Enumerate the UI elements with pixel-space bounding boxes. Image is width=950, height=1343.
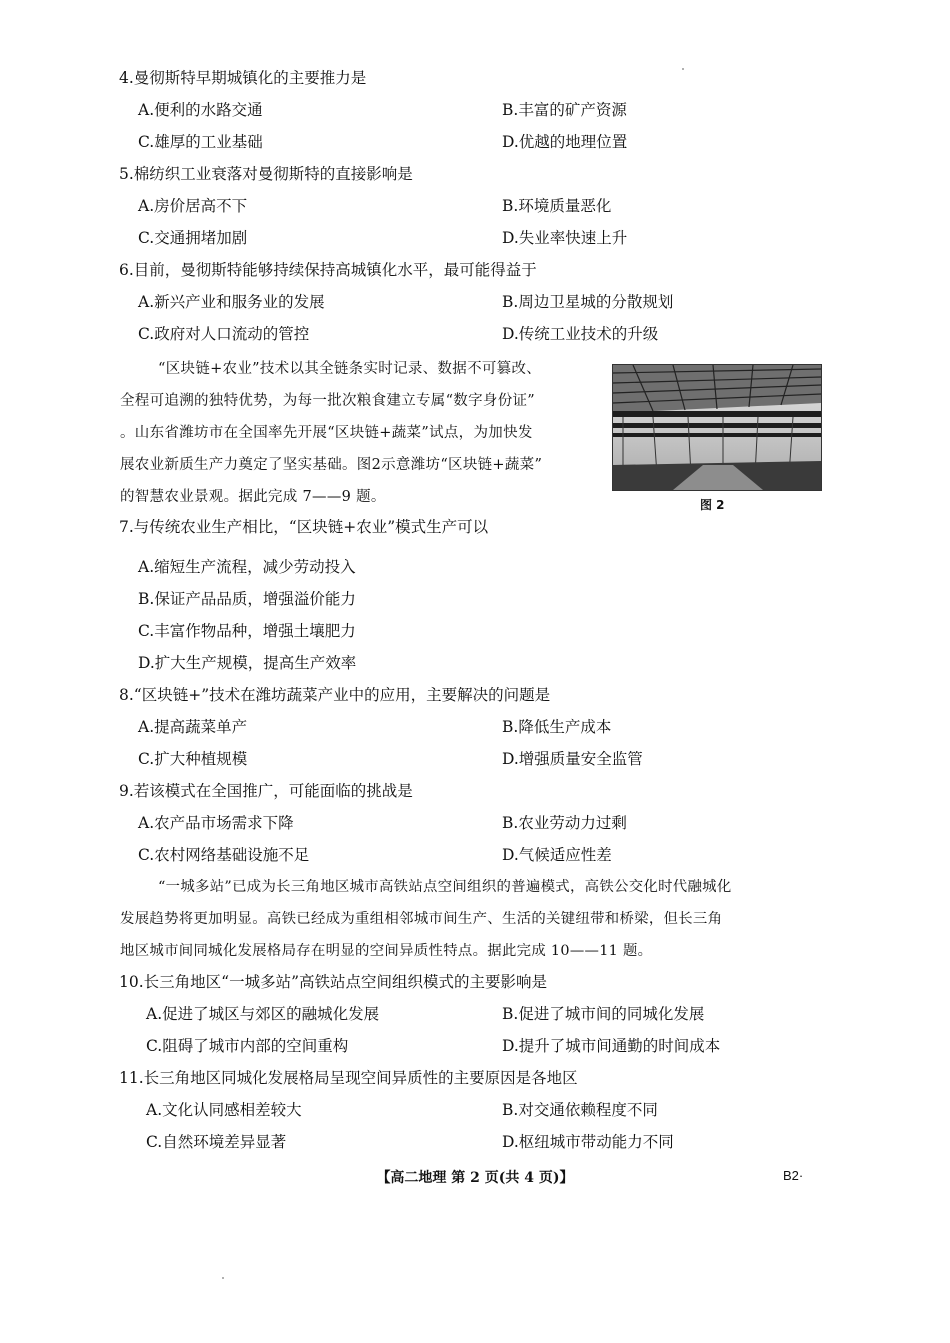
question-4-option-c: C.雄厚的工业基础 <box>138 133 263 151</box>
question-7-option-d: D.扩大生产规模，提高生产效率 <box>138 654 357 672</box>
question-7-option-a: A.缩短生产流程，减少劳动投入 <box>138 558 356 576</box>
page-footer: 【高二地理 第 2 页(共 4 页)】 <box>376 1170 574 1186</box>
question-8-stem: 8.“区块链+”技术在潍坊蔬菜产业中的应用，主要解决的问题是 <box>119 686 551 704</box>
question-10-option-a: A.促进了城区与郊区的融城化发展 <box>146 1005 380 1023</box>
question-9-option-d: D.气候适应性差 <box>502 846 612 864</box>
question-10-option-d: D.提升了城市间通勤的时间成本 <box>502 1037 721 1055</box>
question-9-option-b: B.农业劳动力过剩 <box>502 814 627 832</box>
passage-blockchain-agriculture <box>120 353 542 513</box>
passage-line: 。山东省潍坊市在全国率先开展“区块链+蔬菜”试点，为加快发 <box>120 425 533 441</box>
question-4-option-a: A.便利的水路交通 <box>138 101 263 119</box>
question-6-option-c: C.政府对人口流动的管控 <box>138 325 310 343</box>
question-10-option-c: C.阻碍了城市内部的空间重构 <box>146 1037 349 1055</box>
question-8-option-c: C.扩大种植规模 <box>138 750 248 768</box>
passage-line: “区块链+农业”技术以其全链条实时记录、数据不可篡改、 <box>158 361 542 377</box>
question-6-option-b: B.周边卫星城的分散规划 <box>502 293 674 311</box>
question-7-option-c: C.丰富作物品种，增强土壤肥力 <box>138 622 356 640</box>
question-10-stem: 10.长三角地区“一城多站”高铁站点空间组织模式的主要影响是 <box>119 973 548 991</box>
question-11-option-c: C.自然环境差异显著 <box>146 1133 287 1151</box>
question-4-option-d: D.优越的地理位置 <box>502 133 628 151</box>
passage-line: 的智慧农业景观。据此完成 7——9 题。 <box>120 489 386 505</box>
passage-line: “一城多站”已成为长三角地区城市高铁站点空间组织的普遍模式，高铁公交化时代融城化 <box>158 879 732 895</box>
question-7-option-b: B.保证产品品质，增强溢价能力 <box>138 590 356 608</box>
greenhouse-illustration <box>613 365 821 490</box>
question-5-option-c: C.交通拥堵加剧 <box>138 229 248 247</box>
passage-line: 发展趋势将更加明显。高铁已经成为重组相邻城市间生产、生活的关键纽带和桥梁，但长三角 <box>120 911 723 927</box>
passage-yangtze-delta <box>120 871 732 967</box>
question-9-option-a: A.农产品市场需求下降 <box>138 814 294 832</box>
question-8-option-d: D.增强质量安全监管 <box>502 750 643 768</box>
question-5-option-b: B.环境质量恶化 <box>502 197 612 215</box>
question-5-option-d: D.失业率快速上升 <box>502 229 628 247</box>
question-11-option-b: B.对交通依赖程度不同 <box>502 1101 658 1119</box>
question-6-option-a: A.新兴产业和服务业的发展 <box>138 293 325 311</box>
question-8-option-b: B.降低生产成本 <box>502 718 612 736</box>
question-5-option-a: A.房价居高不下 <box>138 197 248 215</box>
question-4-option-b: B.丰富的矿产资源 <box>502 101 627 119</box>
question-6-stem: 6.目前，曼彻斯特能够持续保持高城镇化水平，最可能得益于 <box>119 261 537 279</box>
greenhouse-photo <box>612 364 822 491</box>
passage-line: 展农业新质生产力奠定了坚实基础。图2示意潍坊“区块链+蔬菜” <box>120 457 543 473</box>
passage-line: 地区城市间同城化发展格局存在明显的空间异质性特点。据此完成 10——11 题。 <box>120 943 653 959</box>
page-code: B2· <box>783 1168 804 1183</box>
question-6-option-d: D.传统工业技术的升级 <box>502 325 659 343</box>
question-5-stem: 5.棉纺织工业衰落对曼彻斯特的直接影响是 <box>119 165 413 183</box>
question-4-stem: 4.曼彻斯特早期城镇化的主要推力是 <box>119 69 367 87</box>
question-10-option-b: B.促进了城市间的同城化发展 <box>502 1005 705 1023</box>
scan-speck <box>222 1277 224 1279</box>
question-7-stem: 7.与传统农业生产相比，“区块链+农业”模式生产可以 <box>119 518 489 536</box>
question-11-option-d: D.枢纽城市带动能力不同 <box>502 1133 674 1151</box>
question-9-stem: 9.若该模式在全国推广，可能面临的挑战是 <box>119 782 413 800</box>
passage-line: 全程可追溯的独特优势，为每一批次粮食建立专属“数字身份证” <box>120 393 536 409</box>
question-11-stem: 11.长三角地区同城化发展格局呈现空间异质性的主要原因是各地区 <box>119 1069 578 1087</box>
question-8-option-a: A.提高蔬菜单产 <box>138 718 248 736</box>
question-9-option-c: C.农村网络基础设施不足 <box>138 846 310 864</box>
question-11-option-a: A.文化认同感相差较大 <box>146 1101 302 1119</box>
scan-speck <box>682 68 684 70</box>
figure-caption: 图 2 <box>700 498 725 512</box>
